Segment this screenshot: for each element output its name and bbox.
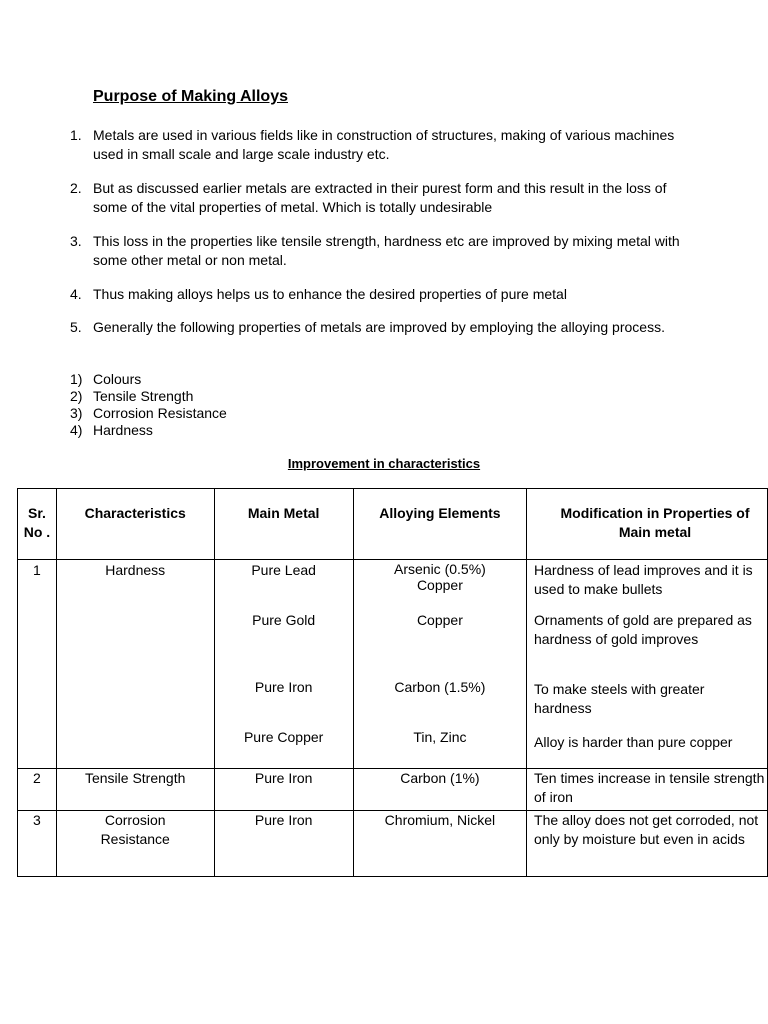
cell-sr: 1 bbox=[18, 560, 57, 769]
characteristics-table bbox=[17, 488, 768, 877]
cell-modification: The alloy does not get corroded, not only by moisture but even in acids bbox=[527, 811, 768, 877]
page-title: Purpose of Making Alloys bbox=[93, 88, 288, 105]
list-number: 4. bbox=[70, 286, 82, 302]
property-item bbox=[70, 405, 227, 422]
cell-alloying: Carbon (1%) bbox=[353, 769, 526, 811]
property-text: Colours bbox=[93, 371, 142, 387]
cell-sr: 3 bbox=[18, 811, 57, 877]
property-number: 3) bbox=[70, 405, 83, 421]
property-number: 4) bbox=[70, 422, 83, 438]
property-text: Hardness bbox=[93, 422, 153, 438]
cell-main-metal: Pure Lead Pure Gold Pure Iron Pure Copper bbox=[214, 560, 353, 769]
list-text: This loss in the properties like tensile strength, hardness etc are improved by mixing metal with some other metal or non metal. bbox=[93, 233, 680, 268]
cell-modification: Hardness of lead improves and it is used to make bullets Ornaments of gold are prepared as hardness of gold improves To make steels with greater hardness Alloy is harder than pure copper bbox=[527, 560, 768, 769]
property-text: Tensile Strength bbox=[93, 388, 194, 404]
cell-characteristic: Corrosion Resistance bbox=[56, 811, 214, 877]
list-number: 2. bbox=[70, 180, 82, 196]
header-modification: Modification in Properties of Main metal bbox=[527, 489, 768, 560]
list-text: Metals are used in various fields like in construction of structures, making of various machines used in small scale and large scale industry etc. bbox=[93, 127, 675, 162]
list-text: Thus making alloys helps us to enhance the desired properties of pure metal bbox=[93, 286, 567, 302]
property-item bbox=[70, 388, 193, 405]
cell-sr: 2 bbox=[18, 769, 57, 811]
list-text: Generally the following properties of metals are improved by employing the alloying process. bbox=[93, 319, 665, 335]
property-item bbox=[70, 422, 153, 439]
header-alloying-elements: Alloying Elements bbox=[353, 489, 526, 560]
list-number: 3. bbox=[70, 233, 82, 249]
list-text: But as discussed earlier metals are extracted in their purest form and this result in the loss of some of the vital properties of metal. Which is totally undesirable bbox=[93, 180, 667, 215]
cell-main-metal: Pure Iron bbox=[214, 769, 353, 811]
cell-alloying: Chromium, Nickel bbox=[353, 811, 526, 877]
table-header-row bbox=[18, 489, 768, 560]
cell-main-metal: Pure Iron bbox=[214, 811, 353, 877]
property-number: 2) bbox=[70, 388, 83, 404]
cell-alloying: Arsenic (0.5%) Copper Copper Carbon (1.5%) Tin, Zinc bbox=[353, 560, 526, 769]
cell-characteristic: Tensile Strength bbox=[56, 769, 214, 811]
header-main-metal: Main Metal bbox=[214, 489, 353, 560]
table-row bbox=[18, 811, 768, 877]
cell-modification: Ten times increase in tensile strength of iron bbox=[527, 769, 768, 811]
header-characteristics: Characteristics bbox=[56, 489, 214, 560]
property-number: 1) bbox=[70, 371, 83, 387]
header-sr-no: Sr. No . bbox=[18, 489, 57, 560]
table-row bbox=[18, 769, 768, 811]
cell-characteristic: Hardness bbox=[56, 560, 214, 769]
list-number: 5. bbox=[70, 319, 82, 335]
table-caption: Improvement in characteristics bbox=[287, 456, 481, 471]
property-item bbox=[70, 371, 141, 388]
property-text: Corrosion Resistance bbox=[93, 405, 227, 421]
list-number: 1. bbox=[70, 127, 82, 143]
table-row bbox=[18, 560, 768, 769]
